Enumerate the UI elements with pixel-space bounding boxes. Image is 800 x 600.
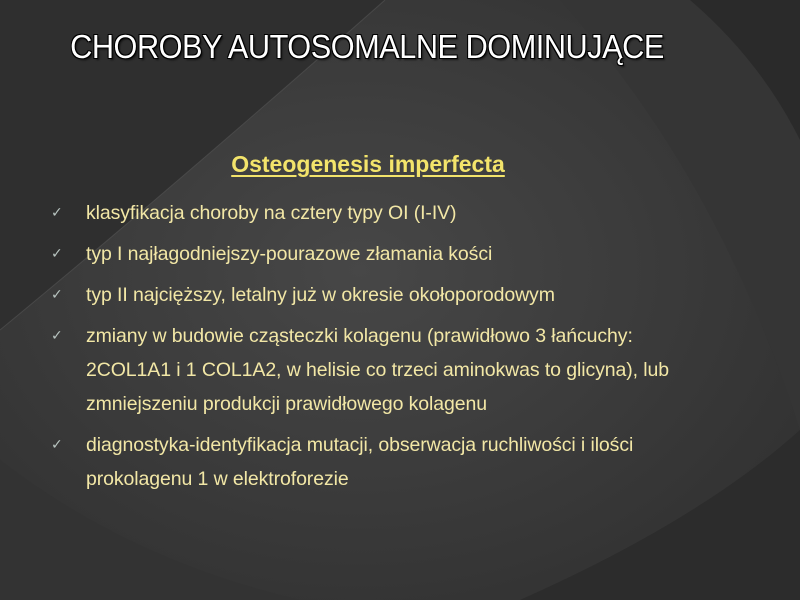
bullet-item xyxy=(48,196,688,230)
bullet-text: zmiany w budowie cząsteczki kolagenu (prawidłowo 3 łańcuchy: 2COL1A1 i 1 COL1A2, w helisie co trzeci aminokwas to glicyna), lub zmniejszeniu produkcji prawidłowego kolagenu xyxy=(86,325,669,415)
checkmark-icon: ✓ xyxy=(51,328,63,344)
bullet-text: typ II najcięższy, letalny już w okresie okołoporodowym xyxy=(86,284,555,306)
bullet-item xyxy=(48,278,688,312)
checkmark-icon: ✓ xyxy=(51,205,63,221)
slide-title: CHOROBY AUTOSOMALNE DOMINUJĄCE xyxy=(70,28,664,65)
slide-subtitle: Osteogenesis imperfecta xyxy=(231,151,505,177)
bullet-text: klasyfikacja choroby na cztery typy OI (I-IV) xyxy=(86,202,457,224)
checkmark-icon: ✓ xyxy=(51,287,63,303)
bullet-text: diagnostyka-identyfikacja mutacji, obserwacja ruchliwości i ilości prokolagenu 1 w elektroforezie xyxy=(86,434,634,490)
checkmark-icon: ✓ xyxy=(51,437,63,453)
bullet-list xyxy=(48,196,688,503)
bullet-item xyxy=(48,237,688,271)
bullet-item xyxy=(48,428,688,496)
checkmark-icon: ✓ xyxy=(51,246,63,262)
bullet-item xyxy=(48,319,688,421)
bullet-text: typ I najłagodniejszy-pourazowe złamania kości xyxy=(86,243,493,265)
